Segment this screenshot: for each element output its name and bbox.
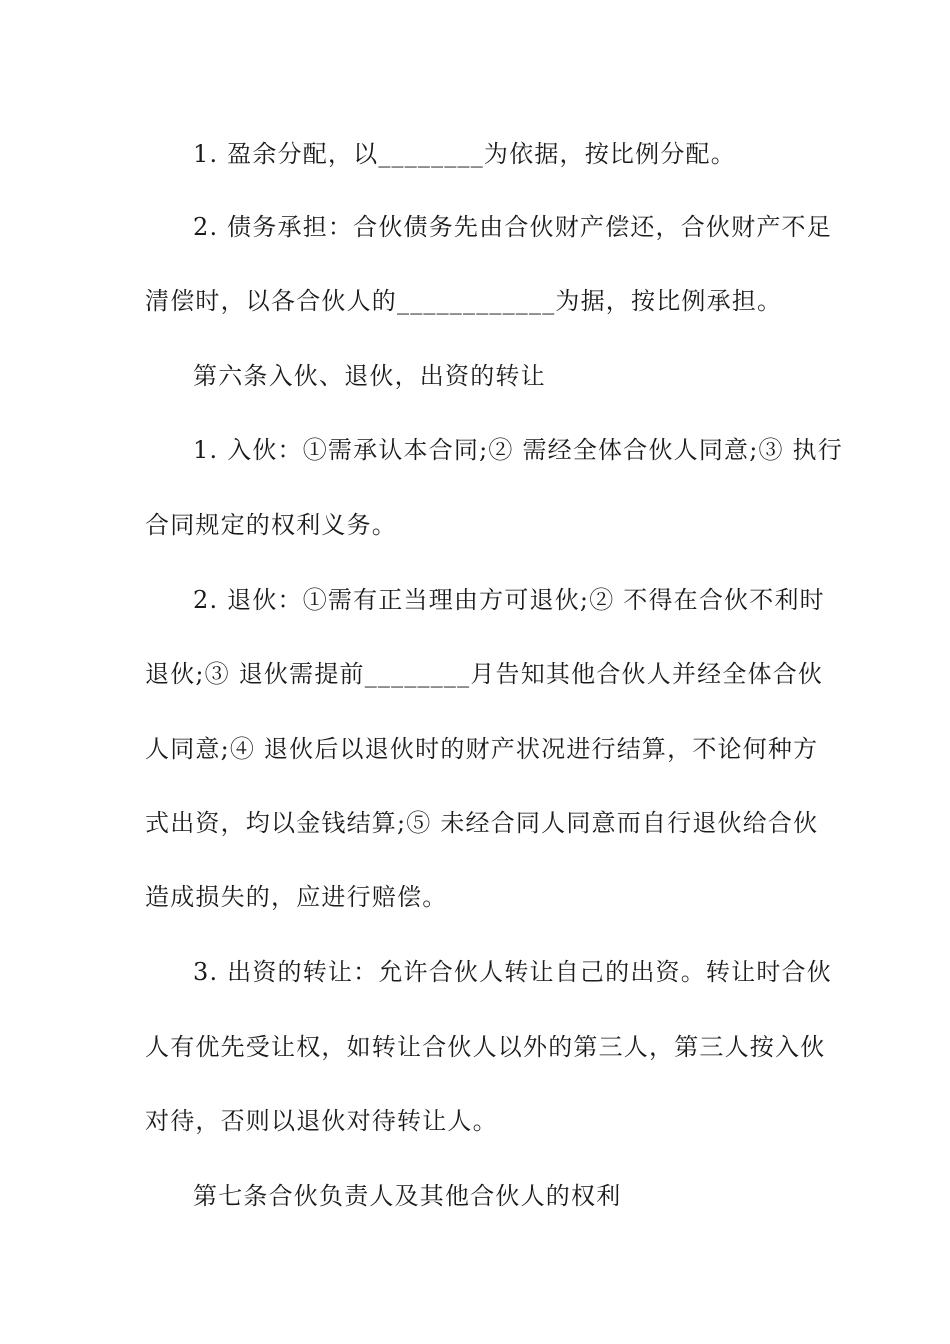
article-6-heading: 第六条入伙、退伙，出资的转让 bbox=[193, 362, 546, 390]
clause-transfer-cont-1: 人有优先受让权，如转让合伙人以外的第三人，第三人按入伙 bbox=[145, 1033, 826, 1061]
clause-admission: 1. 入伙：①需承认本合同;② 需经全体合伙人同意;③ 执行 bbox=[193, 436, 843, 464]
clause-withdrawal-cont-2: 人同意;④ 退伙后以退伙时的财产状况进行结算，不论何种方 bbox=[145, 735, 819, 763]
clause-withdrawal-cont-4: 造成损失的，应进行赔偿。 bbox=[145, 883, 448, 911]
clause-debt-bearing: 2. 债务承担：合伙债务先由合伙财产偿还，合伙财产不足 bbox=[193, 213, 832, 241]
clause-withdrawal-cont-1: 退伙;③ 退伙需提前________月告知其他合伙人并经全体合伙 bbox=[145, 660, 824, 688]
clause-transfer: 3. 出资的转让：允许合伙人转让自己的出资。转让时合伙 bbox=[193, 958, 832, 986]
clause-withdrawal-cont-3: 式出资，均以金钱结算;⑤ 未经合同人同意而自行退伙给合伙 bbox=[145, 809, 819, 837]
article-7-heading: 第七条合伙负责人及其他合伙人的权利 bbox=[193, 1182, 622, 1210]
clause-debt-bearing-cont: 清偿时，以各合伙人的____________为据，按比例承担。 bbox=[145, 287, 783, 315]
clause-withdrawal: 2. 退伙：①需有正当理由方可退伙;② 不得在合伙不利时 bbox=[193, 586, 825, 614]
clause-profit-distribution: 1. 盈余分配，以________为依据，按比例分配。 bbox=[193, 140, 736, 168]
clause-transfer-cont-2: 对待，否则以退伙对待转让人。 bbox=[145, 1107, 498, 1135]
clause-admission-cont: 合同规定的权利义务。 bbox=[145, 511, 397, 539]
